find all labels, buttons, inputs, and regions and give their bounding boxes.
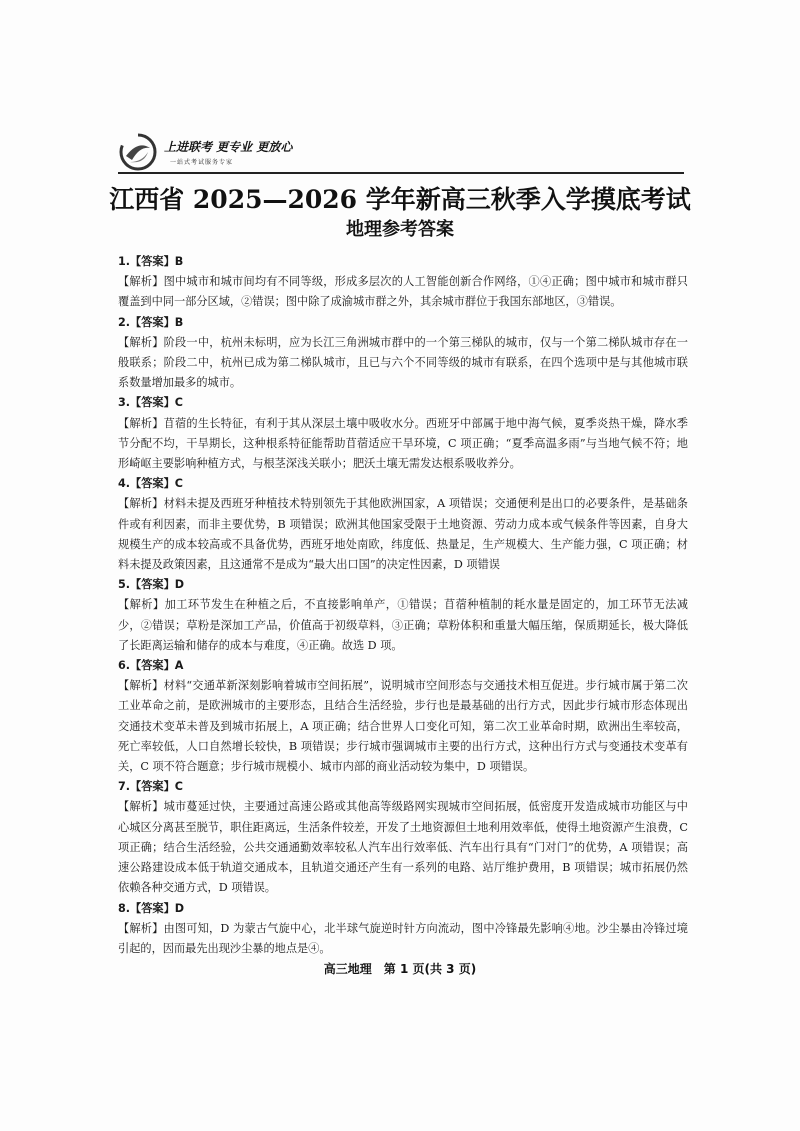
header-divider <box>118 172 684 174</box>
question-item <box>118 575 688 656</box>
question-answer: 2.【答案】B <box>118 315 184 329</box>
publisher-logo <box>118 132 292 172</box>
question-item <box>118 252 688 313</box>
question-explanation: 【解析】城市蔓延过快，主要通过高速公路或其他高等级路网实现城市空间拓展，低密度开发造成城市功能区与中心城区分离甚至脱节，职住距离远，生活条件较差，开发了土地资源但土地利用效率低，使得土地资源产生浪费，C 项正确；结合生活经验，公共交通通勤效率较私人汽车出行效率低、汽车出行具有“门对门”的优势，A 项错误；高速公路建设成本低于轨道交通成本，且轨道交通还产生有一系列的电路、站厅维护费用，B 项错误；城市拓展仍然依赖各种交通方式，D 项错误。 <box>118 800 688 895</box>
question-item <box>118 656 688 777</box>
publisher-slogan: 上进联考 更专业 更放心 <box>164 139 293 154</box>
question-item <box>118 474 688 575</box>
swirl-logo-icon <box>118 132 158 172</box>
question-explanation: 【解析】由图可知，D 为蒙古气旋中心，北半球气旋逆时针方向流动，图中冷锋最先影响④地。沙尘暴由冷锋过境引起的，因而最先出现沙尘暴的地点是④。 <box>118 921 688 955</box>
question-item <box>118 777 688 898</box>
question-answer: 1.【答案】B <box>118 255 184 268</box>
question-answer: 4.【答案】C <box>118 477 183 491</box>
question-explanation: 【解析】苜蓿的生长特征，有利于其从深层土壤中吸收水分。西班牙中部属于地中海气候，夏季炎热干燥，降水季节分配不均，干旱期长，这种根系特征能帮助苜蓿适应干旱环境，C 项正确；“夏季高温多雨”与当地气候不符；地形崎岖主要影响种植方式，与根茎深浅关联小；肥沃土壤无需发达根系吸收养分。 <box>118 416 688 471</box>
publisher-tagline: 一站式考试服务专家 <box>170 158 234 166</box>
question-explanation: 【解析】材料未提及西班牙种植技术特别领先于其他欧洲国家，A 项错误；交通便利是出口的必要条件，是基础条件或有利因素，而非主要优势，B 项错误；欧洲其他国家受限于土地资源、劳动力成本或气候条件等因素，自身大规模生产的成本较高或不具备优势，西班牙地处南欧，纬度低、热量足，生产规模大、生产能力强，C 项正确；材料未提及政策因素，且这通常不是成为“最大出口国”的决定性因素，D 项错误 <box>118 497 688 572</box>
question-explanation: 【解析】图中城市和城市间均有不同等级，形成多层次的人工智能创新合作网络，①④正确；图中城市和城市群只覆盖到中同一部分区域，②错误；图中除了成渝城市群之外，其余城市群位于我国东部地区，③错误。 <box>118 275 688 309</box>
question-answer: 3.【答案】C <box>118 396 183 410</box>
question-explanation: 【解析】材料“交通革新深刻影响着城市空间拓展”，说明城市空间形态与交通技术相互促进。步行城市属于第二次工业革命之前，是欧洲城市的主要形态，且结合生活经验，步行也是最基础的出行方式，因此步行城市形态体现出交通技术变革未普及到城市拓展上，A 项正确；结合世界人口变化可知，第二次工业革命时期，欧洲出生率较高，死亡率较低，人口自然增长较快，B 项错误；步行城市强调城市主要的出行方式，这种出行方式与变通技术变革有关，C 项不符合题意；步行城市规模小、城市内部的商业活动较为集中，D 项错误。 <box>118 679 688 774</box>
question-answer: 6.【答案】A <box>118 659 184 673</box>
page-subtitle: 地理参考答案 <box>346 219 454 240</box>
page-footer: 高三地理 第 1 页(共 3 页) <box>323 962 477 976</box>
question-explanation: 【解析】阶段一中，杭州未标明，应为长江三角洲城市群中的一个第三梯队的城市，仅与一个第二梯队城市存在一般联系；阶段二中，杭州已成为第二梯队城市，且已与六个不同等级的城市有联系，在四个选项中是与其他城市联系数量增加最多的城市。 <box>118 335 688 390</box>
page-title: 江西省 2025—2026 学年新高三秋季入学摸底考试 <box>109 185 691 214</box>
question-answer: 7.【答案】C <box>118 780 183 794</box>
question-answer: 8.【答案】D <box>118 901 185 915</box>
answer-list <box>118 252 688 959</box>
question-item <box>118 313 688 394</box>
question-item <box>118 899 688 960</box>
question-answer: 5.【答案】D <box>118 578 185 592</box>
question-item <box>118 393 688 474</box>
question-explanation: 【解析】加工环节发生在种植之后，不直接影响单产，①错误；苜蓿种植制的耗水量是固定的，加工环节无法减少，②错误；草粉是深加工产品，价值高于初级草料，③正确；草粉体积和重量大幅压缩，保质期延长，极大降低了长距离运输和储存的成本与难度，④正确。故选 D 项。 <box>118 598 688 652</box>
